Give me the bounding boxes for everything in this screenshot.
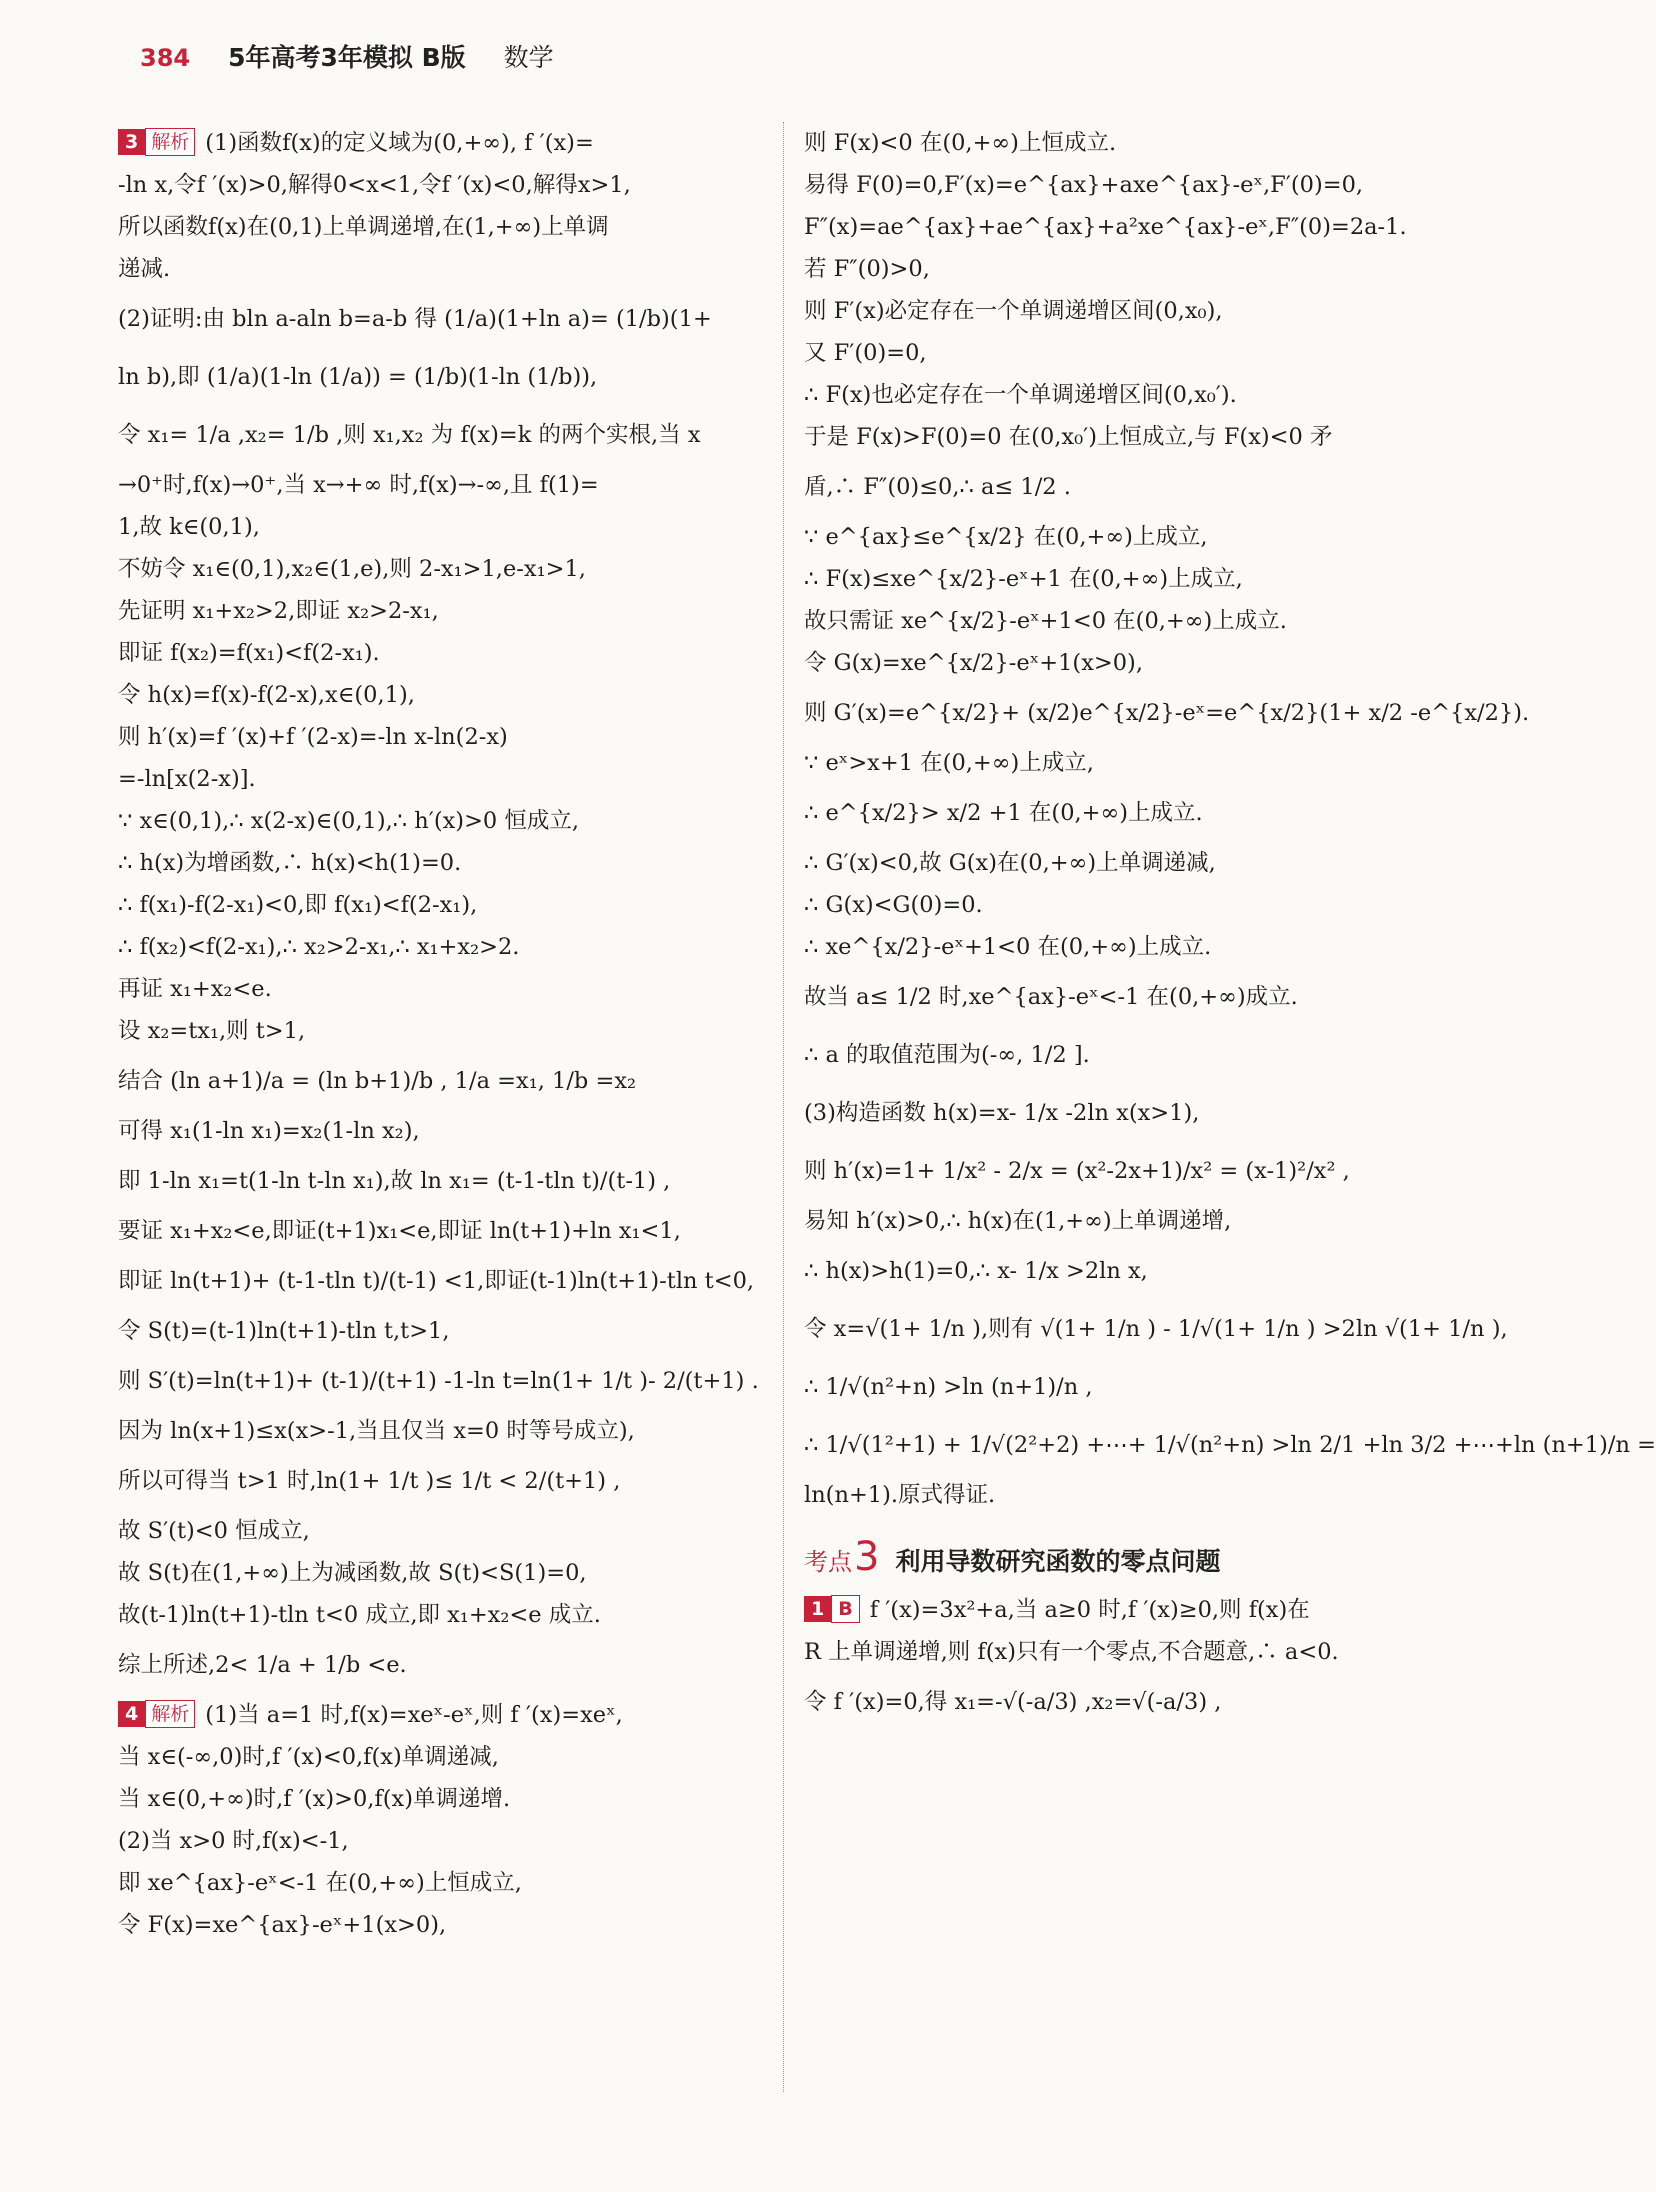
text-line [118, 1694, 758, 1736]
text-line [118, 206, 758, 248]
text-line [804, 416, 1444, 458]
line-text: (2)当 x>0 时,f(x)<-1, [118, 1828, 349, 1854]
text-line [804, 206, 1444, 248]
section-title: 利用导数研究函数的零点问题 [895, 1547, 1221, 1576]
text-line [118, 632, 758, 674]
line-text: F″(x)=ae^{ax}+ae^{ax}+a²xe^{ax}-eˣ,F″(0)=2a-1. [804, 214, 1407, 240]
line-text: 即证 f(x₂)=f(x₁)<f(2-x₁). [118, 640, 380, 666]
line-text: 令 f ′(x)=0,得 x₁=-√(-a/3) ,x₂=√(-a/3) , [804, 1689, 1222, 1715]
text-line [118, 1552, 758, 1594]
line-text: 可得 x₁(1-ln x₁)=x₂(1-ln x₂), [118, 1118, 420, 1144]
text-line [118, 122, 758, 164]
text-line [118, 1152, 758, 1210]
line-text: 故 S′(t)<0 恒成立, [118, 1518, 310, 1544]
line-text: 再证 x₁+x₂<e. [118, 976, 272, 1002]
text-line [118, 164, 758, 206]
text-line [804, 164, 1444, 206]
line-text: (2)证明:由 bln a-aln b=a-b 得 (1/a)(1+ln a)= (1/b)(1+ [118, 306, 712, 332]
text-line [804, 1200, 1444, 1242]
line-text: 令 h(x)=f(x)-f(2-x),x∈(0,1), [118, 682, 415, 708]
text-line [118, 348, 758, 406]
line-text: ln b),即 (1/a)(1-ln (1/a)) = (1/b)(1-ln (1/b)), [118, 364, 598, 390]
line-text: 令 G(x)=xe^{x/2}-eˣ+1(x>0), [804, 650, 1143, 676]
text-line [118, 884, 758, 926]
line-text: 易得 F(0)=0,F′(x)=e^{ax}+axe^{ax}-eˣ,F′(0)=0, [804, 172, 1364, 198]
line-text: ∵ eˣ>x+1 在(0,+∞)上成立, [804, 750, 1094, 776]
section-number: 3 [854, 1534, 880, 1580]
text-line [804, 884, 1444, 926]
right-column [804, 122, 1656, 1731]
text-line [804, 1673, 1444, 1731]
analysis-label: 解析 [145, 1700, 195, 1728]
line-text: ∵ e^{ax}≤e^{x/2} 在(0,+∞)上成立, [804, 524, 1208, 550]
text-line [118, 1904, 758, 1946]
text-line [804, 122, 1444, 164]
text-line [118, 1252, 758, 1310]
line-text: ∴ F(x)≤xe^{x/2}-eˣ+1 在(0,+∞)上成立, [804, 566, 1243, 592]
line-text: 故只需证 xe^{x/2}-eˣ+1<0 在(0,+∞)上成立. [804, 608, 1287, 634]
line-text: 则 h′(x)=1+ 1/x² - 2/x = (x²-2x+1)/x² = (x-1)²/x² , [804, 1158, 1350, 1184]
line-text: -ln x,令f ′(x)>0,解得0<x<1,令f ′(x)<0,解得x>1, [118, 172, 631, 198]
line-text: 则 G′(x)=e^{x/2}+ (x/2)e^{x/2}-eˣ=e^{x/2}(1+ x/2 -e^{x/2}). [804, 700, 1530, 726]
line-text: 不妨令 x₁∈(0,1),x₂∈(1,e),则 2-x₁>1,e-x₁>1, [118, 556, 586, 582]
line-text: R 上单调递增,则 f(x)只有一个零点,不合题意,∴ a<0. [804, 1639, 1339, 1665]
text-line [804, 926, 1444, 968]
line-text: 先证明 x₁+x₂>2,即证 x₂>2-x₁, [118, 598, 439, 624]
line-text: 结合 (ln a+1)/a = (ln b+1)/b , 1/a =x₁, 1/b =x₂ [118, 1068, 637, 1094]
line-text: 则 h′(x)=f ′(x)+f ′(2-x)=-ln x-ln(2-x) [118, 724, 508, 750]
text-line [804, 784, 1444, 842]
line-text: 所以函数f(x)在(0,1)上单调递增,在(1,+∞)上单调 [118, 214, 609, 240]
problem-number: 4 [118, 1701, 145, 1727]
text-line [804, 1026, 1444, 1084]
line-text: 令 F(x)=xe^{ax}-eˣ+1(x>0), [118, 1912, 447, 1938]
line-text: 若 F″(0)>0, [804, 256, 930, 282]
text-line [804, 1474, 1444, 1516]
line-text: 则 S′(t)=ln(t+1)+ (t-1)/(t+1) -1-ln t=ln(1+ 1/t )- 2/(t+1) . [118, 1368, 759, 1394]
text-line [118, 1110, 758, 1152]
text-line [804, 1084, 1444, 1142]
text-line [118, 1636, 758, 1694]
line-text: 1,故 k∈(0,1), [118, 514, 260, 540]
line-text: 于是 F(x)>F(0)=0 在(0,x₀′)上恒成立,与 F(x)<0 矛 [804, 424, 1333, 450]
column-divider [783, 122, 785, 2092]
line-text: f ′(x)=3x²+a,当 a≥0 时,f ′(x)≥0,则 f(x)在 [869, 1597, 1310, 1623]
text-line [118, 1210, 758, 1252]
text-line [118, 1778, 758, 1820]
line-text: 因为 ln(x+1)≤x(x>-1,当且仅当 x=0 时等号成立), [118, 1418, 635, 1444]
line-text: ∴ e^{x/2}> x/2 +1 在(0,+∞)上成立. [804, 800, 1203, 826]
line-text: 即 1-ln x₁=t(1-ln t-ln x₁),故 ln x₁= (t-1-tln t)/(t-1) , [118, 1168, 671, 1194]
page-number: 384 [140, 44, 191, 72]
section-heading [804, 1530, 1444, 1589]
right-column-section-solutions [804, 1589, 1444, 1731]
analysis-label: 解析 [145, 128, 195, 156]
text-line [118, 1452, 758, 1510]
text-line [804, 600, 1444, 642]
text-line [118, 290, 758, 348]
text-line [804, 1242, 1444, 1300]
line-text: 又 F′(0)=0, [804, 340, 927, 366]
text-line [804, 558, 1444, 600]
line-text: 综上所述,2< 1/a + 1/b <e. [118, 1652, 407, 1678]
line-text: 设 x₂=tx₁,则 t>1, [118, 1018, 306, 1044]
text-line [118, 1352, 758, 1410]
text-line [118, 548, 758, 590]
line-text: 令 x=√(1+ 1/n ),则有 √(1+ 1/n ) - 1/√(1+ 1/n ) >2ln √(1+ 1/n ), [804, 1316, 1508, 1342]
text-line [118, 926, 758, 968]
line-text: ∴ 1/√(n²+n) >ln (n+1)/n , [804, 1374, 1093, 1400]
line-text: 当 x∈(0,+∞)时,f ′(x)>0,f(x)单调递增. [118, 1786, 511, 1812]
text-line [804, 1300, 1508, 1358]
text-line [118, 1736, 758, 1778]
line-text: ∴ 1/√(1²+1) + 1/√(2²+2) +⋯+ 1/√(n²+n) >ln 2/1 +ln 3/2 +⋯+ln (n+1)/n = [804, 1432, 1656, 1458]
text-line [118, 716, 758, 758]
text-line [118, 1820, 758, 1862]
text-line [804, 1142, 1444, 1200]
line-text: ∴ G′(x)<0,故 G(x)在(0,+∞)上单调递减, [804, 850, 1216, 876]
book-title: 5年高考3年模拟 B版 [228, 43, 466, 72]
line-text: 则 F(x)<0 在(0,+∞)上恒成立. [804, 130, 1117, 156]
text-line [118, 590, 758, 632]
line-text: 则 F′(x)必定存在一个单调递增区间(0,x₀), [804, 298, 1223, 324]
text-line [118, 248, 758, 290]
line-text: 令 S(t)=(t-1)ln(t+1)-tln t,t>1, [118, 1318, 450, 1344]
line-text: ∴ F(x)也必定存在一个单调递增区间(0,x₀′). [804, 382, 1237, 408]
text-line [804, 684, 1530, 742]
line-text: 即证 ln(t+1)+ (t-1-tln t)/(t-1) <1,即证(t-1)ln(t+1)-tln t<0, [118, 1268, 755, 1294]
text-line [118, 1052, 758, 1110]
text-line [804, 1631, 1444, 1673]
text-line [118, 1594, 758, 1636]
text-line [804, 374, 1444, 416]
line-text: →0⁺时,f(x)→0⁺,当 x→+∞ 时,f(x)→-∞,且 f(1)= [118, 472, 599, 498]
text-line [804, 1416, 1656, 1474]
text-line [804, 1589, 1444, 1631]
line-text: 当 x∈(-∞,0)时,f ′(x)<0,f(x)单调递减, [118, 1744, 499, 1770]
subject-label: 数学 [503, 43, 554, 72]
text-line [118, 506, 758, 548]
text-line [118, 758, 758, 800]
text-line [118, 1010, 758, 1052]
text-line [118, 406, 758, 464]
answer-label: B [831, 1595, 859, 1623]
line-text: 令 x₁= 1/a ,x₂= 1/b ,则 x₁,x₂ 为 f(x)=k 的两个实根,当 x [118, 422, 701, 448]
line-text: ∴ f(x₂)<f(2-x₁),∴ x₂>2-x₁,∴ x₁+x₂>2. [118, 934, 520, 960]
text-line [118, 464, 758, 506]
left-column [118, 122, 758, 1946]
text-line [804, 842, 1444, 884]
problem-badge [118, 128, 195, 156]
line-text: (3)构造函数 h(x)=x- 1/x -2ln x(x>1), [804, 1100, 1200, 1126]
text-line [804, 332, 1444, 374]
text-line [804, 458, 1444, 516]
line-text: 盾,∴ F″(0)≤0,∴ a≤ 1/2 . [804, 474, 1071, 500]
text-line [118, 674, 758, 716]
text-line [804, 968, 1444, 1026]
section-prefix: 考点 [804, 1548, 852, 1576]
line-text: ∴ f(x₁)-f(2-x₁)<0,即 f(x₁)<f(2-x₁), [118, 892, 478, 918]
text-line [118, 1310, 758, 1352]
line-text: ∴ xe^{x/2}-eˣ+1<0 在(0,+∞)上成立. [804, 934, 1212, 960]
text-line [118, 968, 758, 1010]
text-line [118, 1862, 758, 1904]
line-text: ∵ x∈(0,1),∴ x(2-x)∈(0,1),∴ h′(x)>0 恒成立, [118, 808, 580, 834]
line-text: ∴ h(x)>h(1)=0,∴ x- 1/x >2ln x, [804, 1258, 1148, 1284]
problem-badge [804, 1595, 860, 1623]
text-line [804, 742, 1444, 784]
line-text: ∴ h(x)为增函数,∴ h(x)<h(1)=0. [118, 850, 462, 876]
right-column-solutions [804, 122, 1656, 1516]
line-text: 故当 a≤ 1/2 时,xe^{ax}-eˣ<-1 在(0,+∞)成立. [804, 984, 1298, 1010]
line-text: 易知 h′(x)>0,∴ h(x)在(1,+∞)上单调递增, [804, 1208, 1232, 1234]
page-header [140, 38, 554, 78]
text-line [804, 290, 1444, 332]
text-line [804, 1358, 1444, 1416]
line-text: ∴ a 的取值范围为(-∞, 1/2 ]. [804, 1042, 1090, 1068]
line-text: ln(n+1).原式得证. [804, 1482, 996, 1508]
line-text: ∴ G(x)<G(0)=0. [804, 892, 983, 918]
text-line [118, 800, 758, 842]
line-text: 故(t-1)ln(t+1)-tln t<0 成立,即 x₁+x₂<e 成立. [118, 1602, 601, 1628]
line-text: 递减. [118, 256, 171, 282]
text-line [804, 248, 1444, 290]
line-text: (1)当 a=1 时,f(x)=xeˣ-eˣ,则 f ′(x)=xeˣ, [205, 1702, 623, 1728]
problem-badge [118, 1700, 195, 1728]
line-text: 所以可得当 t>1 时,ln(1+ 1/t )≤ 1/t < 2/(t+1) , [118, 1468, 621, 1494]
text-line [118, 842, 758, 884]
line-text: (1)函数f(x)的定义域为(0,+∞), f ′(x)= [205, 130, 594, 156]
text-line [118, 1410, 758, 1452]
line-text: =-ln[x(2-x)]. [118, 766, 256, 792]
text-line [804, 642, 1444, 684]
problem-number: 1 [804, 1596, 831, 1622]
line-text: 故 S(t)在(1,+∞)上为减函数,故 S(t)<S(1)=0, [118, 1560, 587, 1586]
problem-number: 3 [118, 129, 145, 155]
text-line [804, 516, 1444, 558]
line-text: 即 xe^{ax}-eˣ<-1 在(0,+∞)上恒成立, [118, 1870, 522, 1896]
line-text: 要证 x₁+x₂<e,即证(t+1)x₁<e,即证 ln(t+1)+ln x₁<1, [118, 1218, 681, 1244]
text-line [118, 1510, 758, 1552]
